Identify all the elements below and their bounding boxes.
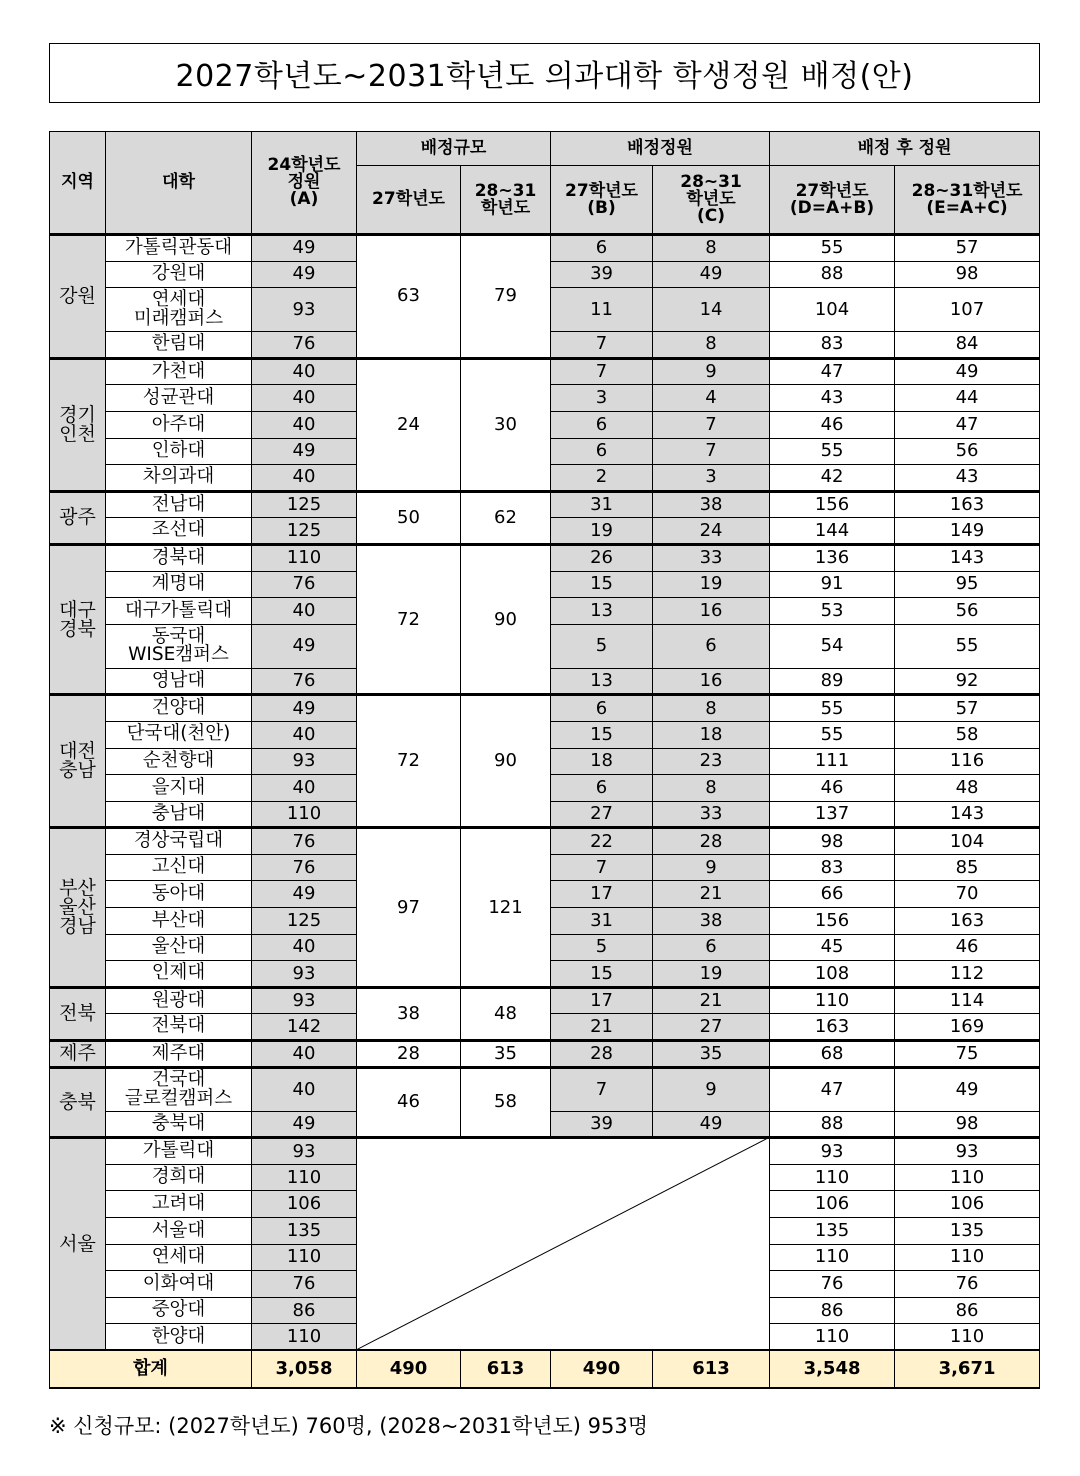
after2831-cell: 93 (895, 1138, 1040, 1165)
alloc27-cell: 31 (551, 491, 653, 518)
university-cell: 아주대 (106, 411, 252, 438)
after27-cell: 144 (770, 518, 895, 545)
quota24-cell: 93 (252, 961, 357, 988)
after27-cell: 89 (770, 668, 895, 695)
quota24-cell: 93 (252, 288, 357, 332)
after2831-cell: 46 (895, 934, 1040, 961)
table-row (50, 358, 1040, 385)
alloc27-cell: 7 (551, 332, 653, 359)
university-cell: 경북대 (106, 544, 252, 571)
alloc2831-cell: 23 (653, 748, 770, 775)
after27-cell: 83 (770, 854, 895, 881)
after2831-cell: 57 (895, 695, 1040, 722)
alloc27-cell: 6 (551, 695, 653, 722)
university-cell: 영남대 (106, 668, 252, 695)
after27-cell: 98 (770, 828, 895, 855)
after27-cell: 111 (770, 748, 895, 775)
after27-cell: 45 (770, 934, 895, 961)
alloc2831-cell: 18 (653, 721, 770, 748)
quota24-cell: 40 (252, 385, 357, 412)
after27-cell: 76 (770, 1271, 895, 1298)
university-cell: 울산대 (106, 934, 252, 961)
after2831-cell: 95 (895, 571, 1040, 598)
header-scale: 배정규모 (357, 132, 551, 166)
quota24-cell: 76 (252, 668, 357, 695)
alloc2831-cell: 24 (653, 518, 770, 545)
after2831-cell: 135 (895, 1218, 1040, 1245)
after27-cell: 47 (770, 358, 895, 385)
scale2831-cell: 90 (461, 544, 551, 694)
after27-cell: 42 (770, 465, 895, 492)
university-cell: 연세대 (106, 1244, 252, 1271)
after2831-cell: 112 (895, 961, 1040, 988)
scale27-cell: 63 (357, 235, 461, 359)
after27-cell: 136 (770, 544, 895, 571)
alloc27-cell: 5 (551, 934, 653, 961)
table-row (50, 828, 1040, 855)
university-cell: 순천향대 (106, 748, 252, 775)
total-d-cell: 3,548 (770, 1350, 895, 1388)
blank-cell (357, 1138, 770, 1351)
quota24-cell: 110 (252, 1324, 357, 1351)
alloc27-cell: 17 (551, 881, 653, 908)
after27-cell: 46 (770, 411, 895, 438)
alloc27-cell: 19 (551, 518, 653, 545)
university-cell: 원광대 (106, 987, 252, 1014)
total-row (50, 1350, 1040, 1388)
alloc27-cell: 15 (551, 721, 653, 748)
quota24-cell: 76 (252, 1271, 357, 1298)
after2831-cell: 56 (895, 598, 1040, 625)
alloc2831-cell: 21 (653, 987, 770, 1014)
alloc27-cell: 26 (551, 544, 653, 571)
alloc2831-cell: 7 (653, 438, 770, 465)
after27-cell: 55 (770, 695, 895, 722)
quota24-cell: 125 (252, 908, 357, 935)
table-row (50, 491, 1040, 518)
table-row (50, 1067, 1040, 1111)
after2831-cell: 86 (895, 1297, 1040, 1324)
after27-cell: 110 (770, 1324, 895, 1351)
alloc2831-cell: 8 (653, 235, 770, 262)
after2831-cell: 92 (895, 668, 1040, 695)
alloc27-cell: 27 (551, 801, 653, 828)
scale27-cell: 72 (357, 695, 461, 828)
alloc2831-cell: 16 (653, 668, 770, 695)
header-alloc: 배정정원 (551, 132, 770, 166)
university-cell: 전북대 (106, 1014, 252, 1041)
alloc27-cell: 6 (551, 411, 653, 438)
header-alloc2831: 28~31 학년도 (C) (653, 166, 770, 235)
university-cell: 을지대 (106, 775, 252, 802)
quota24-cell: 40 (252, 934, 357, 961)
quota24-cell: 125 (252, 491, 357, 518)
table-row (50, 695, 1040, 722)
region-cell: 대전 충남 (50, 695, 106, 828)
header-after: 배정 후 정원 (770, 132, 1040, 166)
alloc2831-cell: 8 (653, 695, 770, 722)
university-cell: 동아대 (106, 881, 252, 908)
scale2831-cell: 121 (461, 828, 551, 988)
quota24-cell: 76 (252, 854, 357, 881)
total-a-cell: 3,058 (252, 1350, 357, 1388)
after27-cell: 43 (770, 385, 895, 412)
total-s27-cell: 490 (357, 1350, 461, 1388)
region-cell: 경기 인천 (50, 358, 106, 491)
table-row (50, 544, 1040, 571)
quota24-cell: 49 (252, 235, 357, 262)
region-cell: 부산 울산 경남 (50, 828, 106, 988)
alloc27-cell: 11 (551, 288, 653, 332)
university-cell: 가천대 (106, 358, 252, 385)
footnote: ※ 신청규모: (2027학년도) 760명, (2028~2031학년도) 953명 (49, 1414, 649, 1438)
alloc2831-cell: 6 (653, 624, 770, 668)
alloc2831-cell: 19 (653, 961, 770, 988)
scale2831-cell: 48 (461, 987, 551, 1040)
region-cell: 대구 경북 (50, 544, 106, 694)
university-cell: 단국대(천안) (106, 721, 252, 748)
after2831-cell: 70 (895, 881, 1040, 908)
total-b-cell: 490 (551, 1350, 653, 1388)
total-e-cell: 3,671 (895, 1350, 1040, 1388)
table-row (50, 235, 1040, 262)
region-cell: 서울 (50, 1138, 106, 1351)
university-cell: 인하대 (106, 438, 252, 465)
university-cell: 고신대 (106, 854, 252, 881)
quota24-cell: 49 (252, 624, 357, 668)
university-cell: 이화여대 (106, 1271, 252, 1298)
after27-cell: 91 (770, 571, 895, 598)
header-after27: 27학년도 (D=A+B) (770, 166, 895, 235)
after27-cell: 55 (770, 721, 895, 748)
after2831-cell: 110 (895, 1244, 1040, 1271)
university-cell: 중앙대 (106, 1297, 252, 1324)
after27-cell: 163 (770, 1014, 895, 1041)
after2831-cell: 55 (895, 624, 1040, 668)
page-title: 2027학년도~2031학년도 의과대학 학생정원 배정(안) (49, 43, 1040, 103)
alloc27-cell: 7 (551, 854, 653, 881)
alloc2831-cell: 28 (653, 828, 770, 855)
scale27-cell: 38 (357, 987, 461, 1040)
after2831-cell: 163 (895, 491, 1040, 518)
allocation-table (49, 131, 1040, 1389)
after27-cell: 110 (770, 1164, 895, 1191)
alloc27-cell: 6 (551, 438, 653, 465)
after2831-cell: 163 (895, 908, 1040, 935)
header-university: 대학 (106, 132, 252, 235)
university-cell: 조선대 (106, 518, 252, 545)
region-cell: 광주 (50, 491, 106, 544)
after27-cell: 53 (770, 598, 895, 625)
university-cell: 부산대 (106, 908, 252, 935)
university-cell: 연세대 미래캠퍼스 (106, 288, 252, 332)
scale2831-cell: 79 (461, 235, 551, 359)
table-row (50, 987, 1040, 1014)
university-cell: 서울대 (106, 1218, 252, 1245)
header-quota24: 24학년도 정원 (A) (252, 132, 357, 235)
alloc2831-cell: 16 (653, 598, 770, 625)
alloc27-cell: 13 (551, 668, 653, 695)
quota24-cell: 49 (252, 261, 357, 288)
quota24-cell: 93 (252, 1138, 357, 1165)
quota24-cell: 135 (252, 1218, 357, 1245)
after27-cell: 66 (770, 881, 895, 908)
header-scale2831: 28~31 학년도 (461, 166, 551, 235)
scale27-cell: 72 (357, 544, 461, 694)
university-cell: 충북대 (106, 1111, 252, 1138)
alloc2831-cell: 8 (653, 775, 770, 802)
quota24-cell: 49 (252, 695, 357, 722)
after2831-cell: 104 (895, 828, 1040, 855)
after2831-cell: 98 (895, 261, 1040, 288)
university-cell: 한림대 (106, 332, 252, 359)
after2831-cell: 110 (895, 1324, 1040, 1351)
after2831-cell: 149 (895, 518, 1040, 545)
alloc27-cell: 2 (551, 465, 653, 492)
alloc27-cell: 13 (551, 598, 653, 625)
quota24-cell: 93 (252, 987, 357, 1014)
quota24-cell: 110 (252, 1244, 357, 1271)
university-cell: 충남대 (106, 801, 252, 828)
after27-cell: 110 (770, 987, 895, 1014)
quota24-cell: 40 (252, 598, 357, 625)
alloc2831-cell: 38 (653, 908, 770, 935)
region-cell: 강원 (50, 235, 106, 359)
region-cell: 충북 (50, 1067, 106, 1138)
scale27-cell: 97 (357, 828, 461, 988)
after27-cell: 86 (770, 1297, 895, 1324)
alloc27-cell: 18 (551, 748, 653, 775)
alloc27-cell: 7 (551, 358, 653, 385)
quota24-cell: 40 (252, 775, 357, 802)
quota24-cell: 40 (252, 721, 357, 748)
scale2831-cell: 62 (461, 491, 551, 544)
quota24-cell: 125 (252, 518, 357, 545)
university-cell: 가톨릭관동대 (106, 235, 252, 262)
university-cell: 한양대 (106, 1324, 252, 1351)
after27-cell: 83 (770, 332, 895, 359)
alloc27-cell: 5 (551, 624, 653, 668)
alloc2831-cell: 9 (653, 854, 770, 881)
after27-cell: 108 (770, 961, 895, 988)
quota24-cell: 110 (252, 1164, 357, 1191)
scale27-cell: 24 (357, 358, 461, 491)
header-region: 지역 (50, 132, 106, 235)
alloc2831-cell: 14 (653, 288, 770, 332)
header-after2831: 28~31학년도 (E=A+C) (895, 166, 1040, 235)
quota24-cell: 40 (252, 411, 357, 438)
after2831-cell: 43 (895, 465, 1040, 492)
after2831-cell: 44 (895, 385, 1040, 412)
alloc2831-cell: 19 (653, 571, 770, 598)
after2831-cell: 49 (895, 358, 1040, 385)
after27-cell: 106 (770, 1191, 895, 1218)
university-cell: 제주대 (106, 1041, 252, 1068)
after27-cell: 54 (770, 624, 895, 668)
after2831-cell: 85 (895, 854, 1040, 881)
alloc2831-cell: 9 (653, 358, 770, 385)
university-cell: 건양대 (106, 695, 252, 722)
after2831-cell: 57 (895, 235, 1040, 262)
region-cell: 제주 (50, 1041, 106, 1068)
scale2831-cell: 35 (461, 1041, 551, 1068)
university-cell: 강원대 (106, 261, 252, 288)
alloc27-cell: 31 (551, 908, 653, 935)
university-cell: 동국대 WISE캠퍼스 (106, 624, 252, 668)
scale27-cell: 28 (357, 1041, 461, 1068)
after2831-cell: 47 (895, 411, 1040, 438)
alloc2831-cell: 6 (653, 934, 770, 961)
quota24-cell: 49 (252, 438, 357, 465)
alloc27-cell: 39 (551, 1111, 653, 1138)
university-cell: 대구가톨릭대 (106, 598, 252, 625)
university-cell: 가톨릭대 (106, 1138, 252, 1165)
alloc2831-cell: 4 (653, 385, 770, 412)
total-c-cell: 613 (653, 1350, 770, 1388)
after2831-cell: 49 (895, 1067, 1040, 1111)
after2831-cell: 143 (895, 801, 1040, 828)
alloc27-cell: 22 (551, 828, 653, 855)
quota24-cell: 49 (252, 1111, 357, 1138)
after2831-cell: 98 (895, 1111, 1040, 1138)
university-cell: 계명대 (106, 571, 252, 598)
quota24-cell: 40 (252, 1041, 357, 1068)
alloc2831-cell: 49 (653, 261, 770, 288)
alloc2831-cell: 27 (653, 1014, 770, 1041)
alloc27-cell: 3 (551, 385, 653, 412)
scale27-cell: 46 (357, 1067, 461, 1138)
after2831-cell: 56 (895, 438, 1040, 465)
alloc2831-cell: 3 (653, 465, 770, 492)
alloc27-cell: 28 (551, 1041, 653, 1068)
after2831-cell: 106 (895, 1191, 1040, 1218)
after27-cell: 68 (770, 1041, 895, 1068)
quota24-cell: 110 (252, 801, 357, 828)
university-cell: 경희대 (106, 1164, 252, 1191)
after27-cell: 88 (770, 1111, 895, 1138)
alloc2831-cell: 33 (653, 544, 770, 571)
quota24-cell: 76 (252, 571, 357, 598)
after27-cell: 110 (770, 1244, 895, 1271)
after27-cell: 88 (770, 261, 895, 288)
after27-cell: 55 (770, 235, 895, 262)
university-cell: 차의과대 (106, 465, 252, 492)
quota24-cell: 86 (252, 1297, 357, 1324)
quota24-cell: 40 (252, 358, 357, 385)
university-cell: 성균관대 (106, 385, 252, 412)
after27-cell: 135 (770, 1218, 895, 1245)
scale2831-cell: 90 (461, 695, 551, 828)
quota24-cell: 93 (252, 748, 357, 775)
after2831-cell: 75 (895, 1041, 1040, 1068)
quota24-cell: 76 (252, 828, 357, 855)
alloc2831-cell: 7 (653, 411, 770, 438)
alloc27-cell: 21 (551, 1014, 653, 1041)
alloc2831-cell: 8 (653, 332, 770, 359)
after27-cell: 47 (770, 1067, 895, 1111)
after2831-cell: 143 (895, 544, 1040, 571)
university-cell: 고려대 (106, 1191, 252, 1218)
alloc2831-cell: 38 (653, 491, 770, 518)
after2831-cell: 169 (895, 1014, 1040, 1041)
after27-cell: 104 (770, 288, 895, 332)
alloc2831-cell: 49 (653, 1111, 770, 1138)
quota24-cell: 106 (252, 1191, 357, 1218)
after2831-cell: 84 (895, 332, 1040, 359)
university-cell: 전남대 (106, 491, 252, 518)
alloc27-cell: 7 (551, 1067, 653, 1111)
quota24-cell: 76 (252, 332, 357, 359)
region-cell: 전북 (50, 987, 106, 1040)
after2831-cell: 114 (895, 987, 1040, 1014)
scale27-cell: 50 (357, 491, 461, 544)
quota24-cell: 142 (252, 1014, 357, 1041)
scale2831-cell: 58 (461, 1067, 551, 1138)
total-s2831-cell: 613 (461, 1350, 551, 1388)
alloc27-cell: 17 (551, 987, 653, 1014)
table-row (50, 1041, 1040, 1068)
after2831-cell: 110 (895, 1164, 1040, 1191)
total-label: 합계 (50, 1350, 252, 1388)
alloc27-cell: 15 (551, 571, 653, 598)
after2831-cell: 107 (895, 288, 1040, 332)
after2831-cell: 76 (895, 1271, 1040, 1298)
alloc27-cell: 6 (551, 775, 653, 802)
alloc27-cell: 6 (551, 235, 653, 262)
alloc27-cell: 15 (551, 961, 653, 988)
quota24-cell: 40 (252, 465, 357, 492)
header-alloc27: 27학년도 (B) (551, 166, 653, 235)
after27-cell: 55 (770, 438, 895, 465)
table-body (50, 235, 1040, 1389)
alloc2831-cell: 9 (653, 1067, 770, 1111)
quota24-cell: 49 (252, 881, 357, 908)
after2831-cell: 58 (895, 721, 1040, 748)
alloc27-cell: 39 (551, 261, 653, 288)
university-cell: 건국대 글로컬캠퍼스 (106, 1067, 252, 1111)
after27-cell: 156 (770, 491, 895, 518)
after2831-cell: 48 (895, 775, 1040, 802)
header-scale27: 27학년도 (357, 166, 461, 235)
alloc2831-cell: 35 (653, 1041, 770, 1068)
after27-cell: 137 (770, 801, 895, 828)
after27-cell: 93 (770, 1138, 895, 1165)
quota24-cell: 40 (252, 1067, 357, 1111)
scale2831-cell: 30 (461, 358, 551, 491)
after27-cell: 156 (770, 908, 895, 935)
alloc2831-cell: 33 (653, 801, 770, 828)
after27-cell: 46 (770, 775, 895, 802)
after2831-cell: 116 (895, 748, 1040, 775)
university-cell: 경상국립대 (106, 828, 252, 855)
table-row (50, 1138, 1040, 1165)
quota24-cell: 110 (252, 544, 357, 571)
university-cell: 인제대 (106, 961, 252, 988)
alloc2831-cell: 21 (653, 881, 770, 908)
